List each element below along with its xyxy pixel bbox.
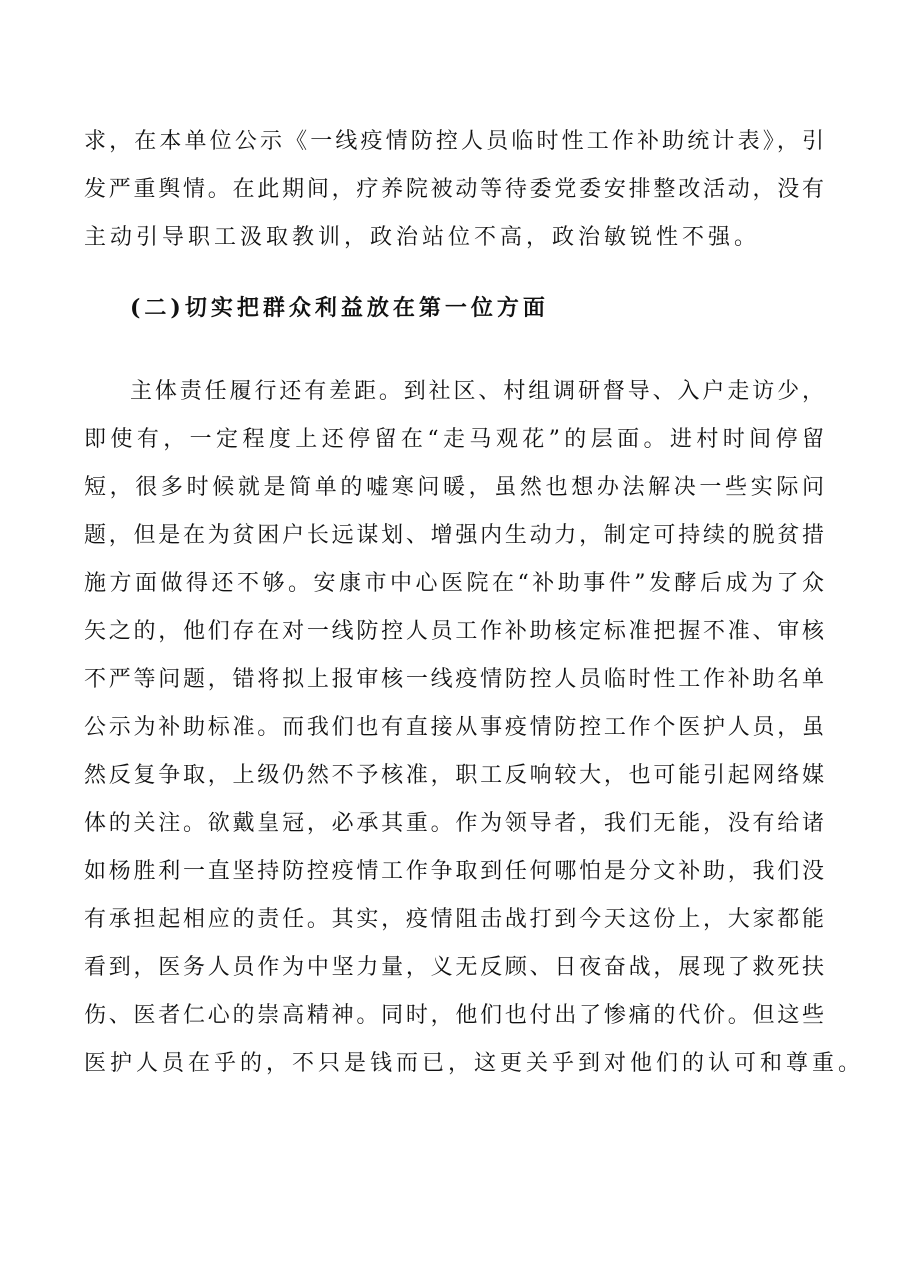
text-line: 短，很多时候就是简单的嘘寒问暖，虽然也想办法解决一些实际问	[84, 475, 825, 500]
text-line: 不严等问题，错将拟上报审核一线疫情防控人员临时性工作补助名单	[84, 667, 825, 692]
text-line: 医护人员在乎的，不只是钱而已，这更关乎到对他们的认可和尊重。	[84, 1051, 865, 1076]
text-line: 伤、医者仁心的崇高精神。同时，他们也付出了惨痛的代价。但这些	[84, 1003, 825, 1028]
text-line: 求，在本单位公示《一线疫情防控人员临时性工作补助统计表》，引	[84, 129, 825, 154]
text-line: 主动引导职工汲取教训，政治站位不高，政治敏锐性不强。	[84, 225, 761, 250]
text-line: 主体责任履行还有差距。到社区、村组调研督导、入户走访少，	[130, 379, 825, 404]
text-line: 如杨胜利一直坚持防控疫情工作争取到任何哪怕是分文补助，我们没	[84, 859, 825, 884]
text-line: 发严重舆情。在此期间，疗养院被动等待委党委安排整改活动，没有	[84, 177, 825, 202]
text-line: 即使有，一定程度上还停留在“走马观花”的层面。进村时间停留	[84, 427, 825, 452]
text-line: 题，但是在为贫困户长远谋划、增强内生动力，制定可持续的脱贫措	[84, 523, 825, 548]
text-line: 有承担起相应的责任。其实，疫情阻击战打到今天这份上，大家都能	[84, 907, 825, 932]
text-line: 体的关注。欲戴皇冠，必承其重。作为领导者，我们无能，没有给诸	[84, 811, 825, 836]
text-line: 矢之的，他们存在对一线防控人员工作补助核定标准把握不准、审核	[84, 619, 825, 644]
text-line: 施方面做得还不够。安康市中心医院在“补助事件”发酵后成为了众	[84, 571, 825, 596]
text-line: 看到，医务人员作为中坚力量，义无反顾、日夜奋战，展现了救死扶	[84, 955, 825, 980]
section-heading: (二)切实把群众利益放在第一位方面	[130, 295, 549, 321]
text-line: 公示为补助标准。而我们也有直接从事疫情防控工作个医护人员，虽	[84, 715, 825, 740]
text-line: 然反复争取，上级仍然不予核准，职工反响较大，也可能引起网络媒	[84, 763, 825, 788]
